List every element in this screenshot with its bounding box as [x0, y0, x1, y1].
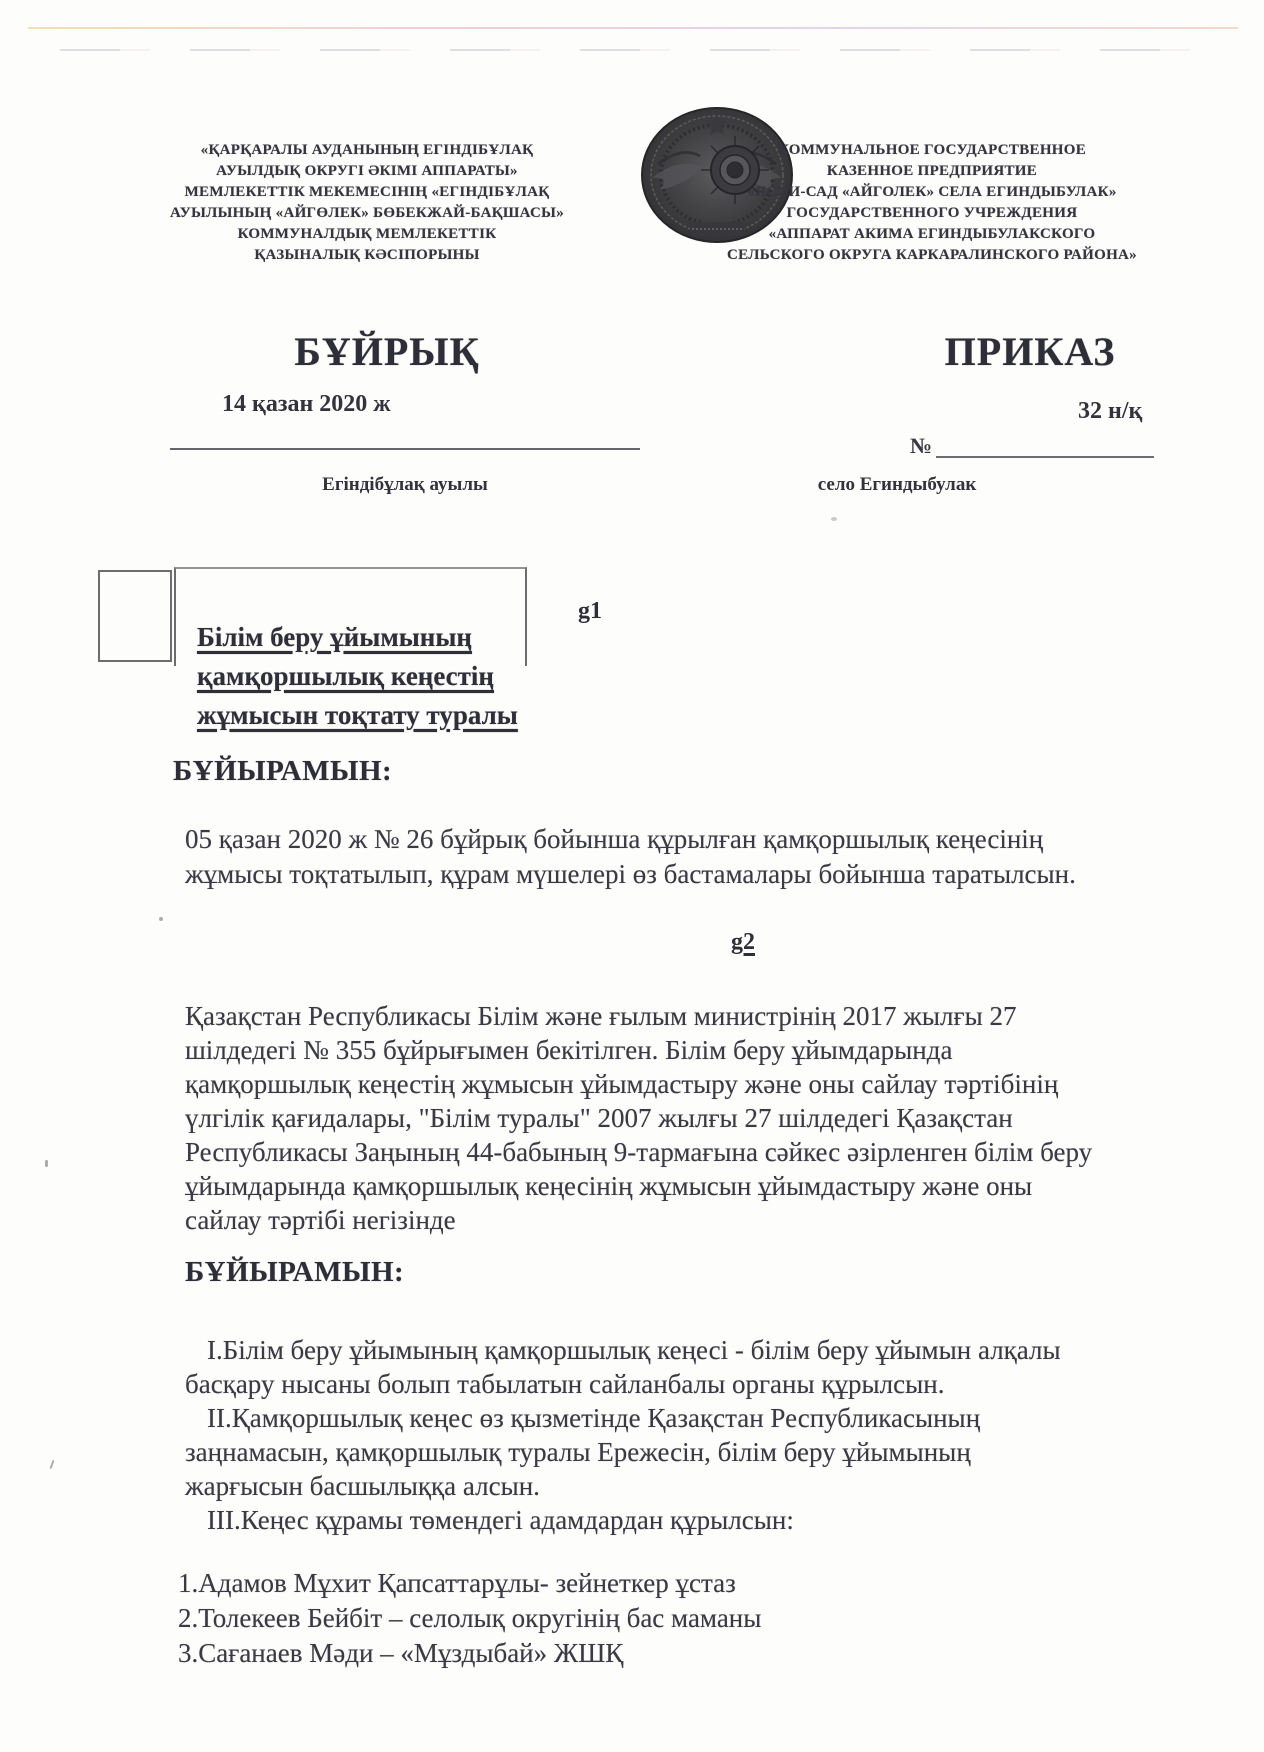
org-name-line: АУЫЛДЫҚ ОКРУГІ ӘКІМІ АППАРАТЫ» [216, 163, 518, 179]
scan-speck-artifact [159, 917, 163, 921]
doc-title-russian: ПРИКАЗ [944, 329, 1116, 374]
order-item-1 [185, 1333, 1061, 1401]
org-name-line: «ЯСЛИ-САД «АЙГОЛЕК» СЕЛА ЕГИНДЫБУЛАК» [747, 184, 1117, 200]
paragraph-line: үлгілік қағидалары, "Білім туралы" 2007 жылғы 27 шілдедегі Қазақстан [185, 1103, 1013, 1133]
subject-line: жұмысын тоқтату туралы [197, 700, 518, 730]
org-name-line: КОММУНАЛЬНОЕ ГОСУДАРСТВЕННОЕ [777, 142, 1087, 158]
order-item-3 [185, 1503, 1061, 1537]
form-box-artifact [98, 570, 172, 662]
org-name-line: МЕМЛЕКЕТТІК МЕКЕМЕСІНІҢ «ЕГІНДІБҰЛАҚ [184, 184, 550, 200]
org-name-line: СЕЛЬСКОГО ОКРУГА КАРКАРАЛИНСКОГО РАЙОНА» [727, 247, 1137, 263]
order-item-line: заңнамасын, қамқоршылық туралы Ережесін, білім беру ұйымының [185, 1437, 971, 1467]
subject-line: қамқоршылық кеңестің [197, 661, 494, 691]
g1-mark: g1 [578, 598, 602, 624]
org-name-line: КОММУНАЛДЫҚ МЕМЛЕКЕТТІК [237, 226, 497, 242]
org-name-kazakh [168, 140, 566, 266]
g2-mark: g2 [731, 929, 755, 955]
order-number: 32 н/қ [1078, 398, 1143, 424]
scan-speck-artifact [45, 1160, 48, 1167]
place-kazakh: Егіндібұлақ ауылы [322, 474, 488, 495]
subject-line: Білім беру ұйымының [197, 622, 472, 652]
scan-streak-artifact [60, 49, 1210, 51]
paragraph-2 [185, 999, 1092, 1237]
org-name-line: ҚАЗЫНАЛЫҚ КӘСІПОРЫНЫ [254, 247, 480, 263]
date-underline-rule [170, 448, 640, 450]
org-name-line: АУЫЛЫНЫҢ «АЙГӨЛЕК» БӨБЕКЖАЙ-БАҚШАСЫ» [169, 205, 565, 221]
scan-speck-artifact [831, 517, 837, 521]
paragraph-line: шілдедегі № 355 бұйрығымен бекітілген. Білім беру ұйымдарында [185, 1035, 953, 1065]
org-name-line: «АППАРАТ АКИМА ЕГИНДЫБУЛАКСКОГО [768, 226, 1096, 242]
paragraph-line: ұйымдарында қамқоршылық кеңесінің жұмысын ұйымдастыру және оны [185, 1171, 1033, 1201]
order-item-line: І.Білім беру ұйымының қамқоршылық кеңесі - білім беру ұйымын алқалы [207, 1335, 1061, 1365]
paragraph-1 [185, 822, 1076, 892]
number-sign: № [910, 433, 933, 458]
place-russian: село Егиндыбулак [817, 474, 977, 495]
org-name-line: ГОСУДАРСТВЕННОГО УЧРЕЖДЕНИЯ [786, 205, 1078, 221]
org-name-line: «ҚАРҚАРАЛЫ АУДАНЫНЫҢ ЕГІНДІБҰЛАҚ [200, 142, 534, 158]
member-line: 3.Сағанаев Мәди – «Мұздыбай» ЖШҚ [178, 1638, 624, 1668]
order-date: 14 қазан 2020 ж [222, 391, 391, 417]
order-items [185, 1333, 1061, 1537]
doc-title-kazakh: БҰЙРЫҚ [294, 329, 480, 374]
number-underline-rule [936, 456, 1154, 458]
scan-speck-artifact [50, 1460, 55, 1469]
paragraph-line: Қазақстан Республикасы Білім және ғылым министрінің 2017 жылғы 27 [185, 1001, 1017, 1031]
org-name-line: КАЗЕННОЕ ПРЕДПРИЯТИЕ [826, 163, 1038, 179]
scan-streak-artifact [28, 27, 1238, 29]
paragraph-line: Республикасы Заңының 44-бабының 9-тармағына сәйкес әзірленген білім беру [185, 1137, 1093, 1167]
command-heading-2: БҰЙЫРАМЫН: [185, 1256, 405, 1288]
council-members-list [178, 1566, 761, 1671]
paragraph-line: қамқоршылық кеңестің жұмысын ұйымдастыру және оны сайлау тәртібінің [185, 1069, 1059, 1099]
command-heading-1: БҰЙЫРАМЫН: [173, 755, 393, 787]
order-item-2 [185, 1401, 1061, 1503]
order-item-line: ІІІ.Кеңес құрамы төмендегі адамдардан құрылсын: [207, 1505, 794, 1535]
order-item-line: жарғысын басшылыққа алсын. [185, 1471, 540, 1501]
order-item-line: басқару нысаны болып табылатын сайланбалы органы құрылсын. [185, 1369, 945, 1399]
member-line: 1.Адамов Мұхит Қапсаттарұлы- зейнеткер ұстаз [178, 1568, 736, 1598]
member-line: 2.Толекеев Бейбіт – селолық округінің бас маманы [178, 1603, 762, 1633]
order-subject [197, 618, 518, 735]
paragraph-line: 05 қазан 2020 ж № 26 бұйрық бойынша құрылған қамқоршылық кеңесінің [185, 824, 1044, 854]
paragraph-line: жұмысы тоқтатылып, құрам мүшелері өз бастамалары бойынша таратылсын. [185, 859, 1076, 889]
order-item-line: ІІ.Қамқоршылық кеңес өз қызметінде Қазақстан Республикасының [207, 1403, 981, 1433]
org-name-russian [703, 140, 1161, 266]
paragraph-line: сайлау тәртібі негізінде [185, 1205, 456, 1235]
